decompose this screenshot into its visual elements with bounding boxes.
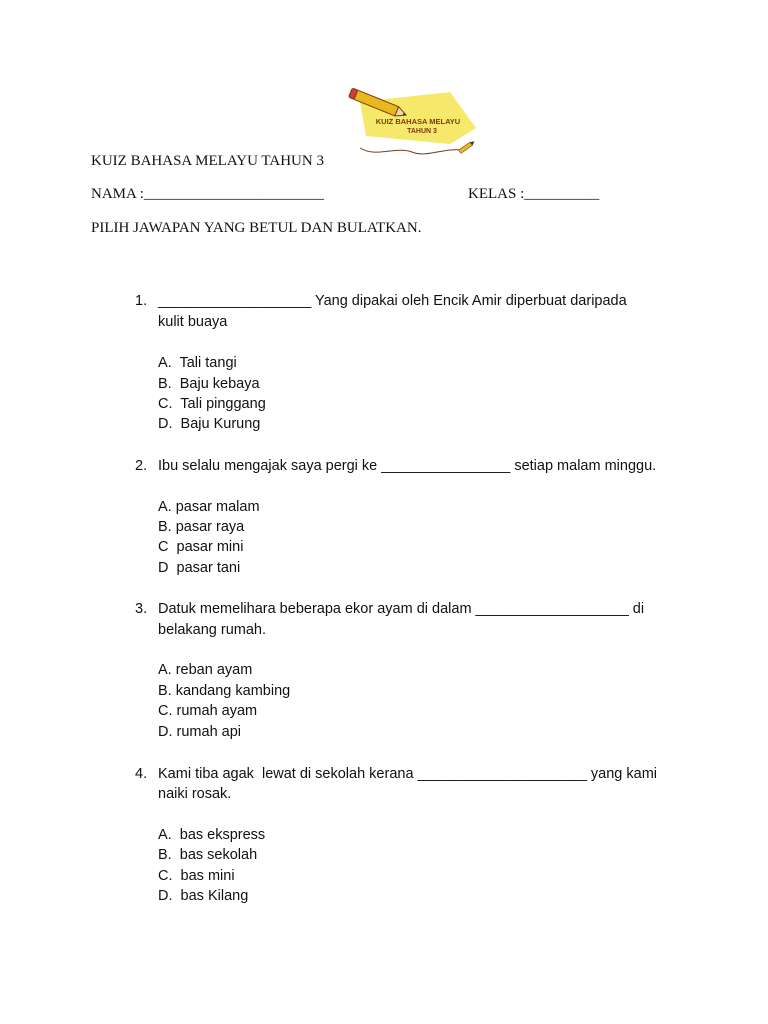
question-text-line-2: belakang rumah. [158, 622, 267, 638]
answer-option-c[interactable]: C. rumah ayam [158, 703, 258, 719]
logo-line-1: KUIZ BAHASA MELAYU [375, 117, 461, 126]
name-field-label: NAMA :________________________ [91, 186, 324, 202]
answer-option-a[interactable]: A. bas ekspress [158, 827, 266, 843]
question-text-line-1: Ibu selalu mengajak saya pergi ke ________________ setiap malam minggu. [158, 458, 657, 474]
question-number: 3. [135, 601, 148, 617]
answer-option-c[interactable]: C. Tali pinggang [158, 396, 266, 412]
answer-option-a[interactable]: A. Tali tangi [158, 355, 237, 371]
answer-option-d[interactable]: D. Baju Kurung [158, 416, 261, 432]
answer-option-b[interactable]: B. Baju kebaya [158, 376, 260, 392]
question-number: 2. [135, 458, 148, 474]
answer-option-c[interactable]: C pasar mini [158, 539, 244, 555]
question-text-line-1: Kami tiba agak lewat di sekolah kerana _____________________ yang kami [158, 766, 657, 782]
question-number: 1. [135, 293, 148, 309]
question-text-line-2: naiki rosak. [158, 786, 232, 802]
answer-option-c[interactable]: C. bas mini [158, 868, 235, 884]
answer-option-b[interactable]: B. pasar raya [158, 519, 245, 535]
page-title: KUIZ BAHASA MELAYU TAHUN 3 [91, 153, 324, 169]
quiz-logo [346, 88, 480, 162]
logo-line-2: TAHUN 3 [407, 128, 437, 135]
answer-option-b[interactable]: B. kandang kambing [158, 683, 291, 699]
answer-option-d[interactable]: D. bas Kilang [158, 888, 249, 904]
question-number: 4. [135, 766, 148, 782]
answer-option-d[interactable]: D. rumah api [158, 724, 242, 740]
answer-option-d[interactable]: D pasar tani [158, 560, 241, 576]
class-field-label: KELAS :__________ [468, 186, 600, 202]
pencil-logo-icon [346, 88, 480, 162]
answer-option-a[interactable]: A. pasar malam [158, 499, 260, 515]
instruction-text: PILIH JAWAPAN YANG BETUL DAN BULATKAN. [91, 220, 422, 236]
question-text-line-1: Datuk memelihara beberapa ekor ayam di dalam ___________________ di [158, 601, 645, 617]
question-text-line-2: kulit buaya [158, 314, 228, 330]
question-text-line-1: ___________________ Yang dipakai oleh Encik Amir diperbuat daripada [158, 293, 627, 309]
answer-option-b[interactable]: B. bas sekolah [158, 847, 258, 863]
answer-option-a[interactable]: A. reban ayam [158, 662, 253, 678]
